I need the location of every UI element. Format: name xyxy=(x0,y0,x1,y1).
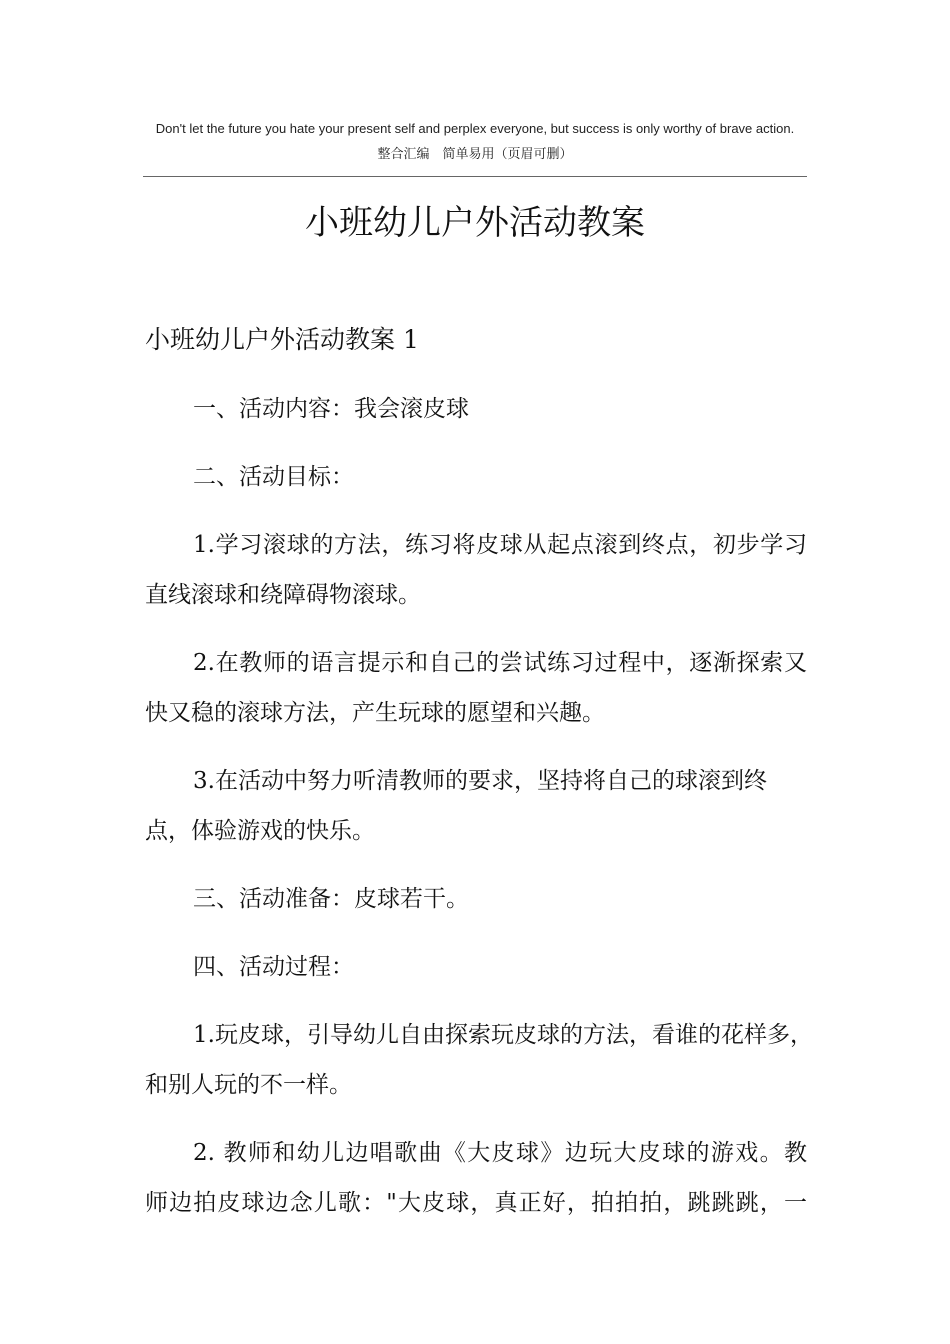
goal-2-line-2: 快又稳的滚球方法，产生玩球的愿望和兴趣。 xyxy=(145,700,605,726)
section-title: 小班幼儿户外活动教案 1 xyxy=(145,325,419,354)
activity-content-line: 一、活动内容：我会滚皮球 xyxy=(193,396,469,422)
activity-goals-heading: 二、活动目标： xyxy=(193,464,354,490)
goal-2-line-1: 2.在教师的语言提示和自己的尝试练习过程中，逐渐探索又 xyxy=(193,650,807,676)
process-2-line-2: 师边拍皮球边念儿歌："大皮球，真正好，拍拍拍，跳跳跳，一 xyxy=(145,1190,807,1216)
process-1-line-2: 和别人玩的不一样。 xyxy=(145,1072,352,1098)
process-1-line-1: 1.玩皮球，引导幼儿自由探索玩皮球的方法，看谁的花样多， xyxy=(193,1022,813,1048)
header-quote: Don't let the future you hate your present self and perplex everyone, but success is only worthy of brave action. xyxy=(155,121,795,136)
goal-3-line-1: 3.在活动中努力听清教师的要求，坚持将自己的球滚到终 xyxy=(193,768,767,794)
header-divider xyxy=(143,176,807,177)
activity-preparation-line: 三、活动准备：皮球若干。 xyxy=(193,886,469,912)
goal-3-line-2: 点，体验游戏的快乐。 xyxy=(145,818,375,844)
activity-process-heading: 四、活动过程： xyxy=(193,954,354,980)
document-title: 小班幼儿户外活动教案 xyxy=(305,203,645,243)
goal-1-line-2: 直线滚球和绕障碍物滚球。 xyxy=(145,582,421,608)
goal-1-line-1: 1.学习滚球的方法，练习将皮球从起点滚到终点，初步学习 xyxy=(193,532,807,558)
header-subtitle: 整合汇编 简单易用（页眉可删） xyxy=(377,147,573,162)
process-2-line-1: 2. 教师和幼儿边唱歌曲《大皮球》边玩大皮球的游戏。教 xyxy=(193,1140,807,1166)
